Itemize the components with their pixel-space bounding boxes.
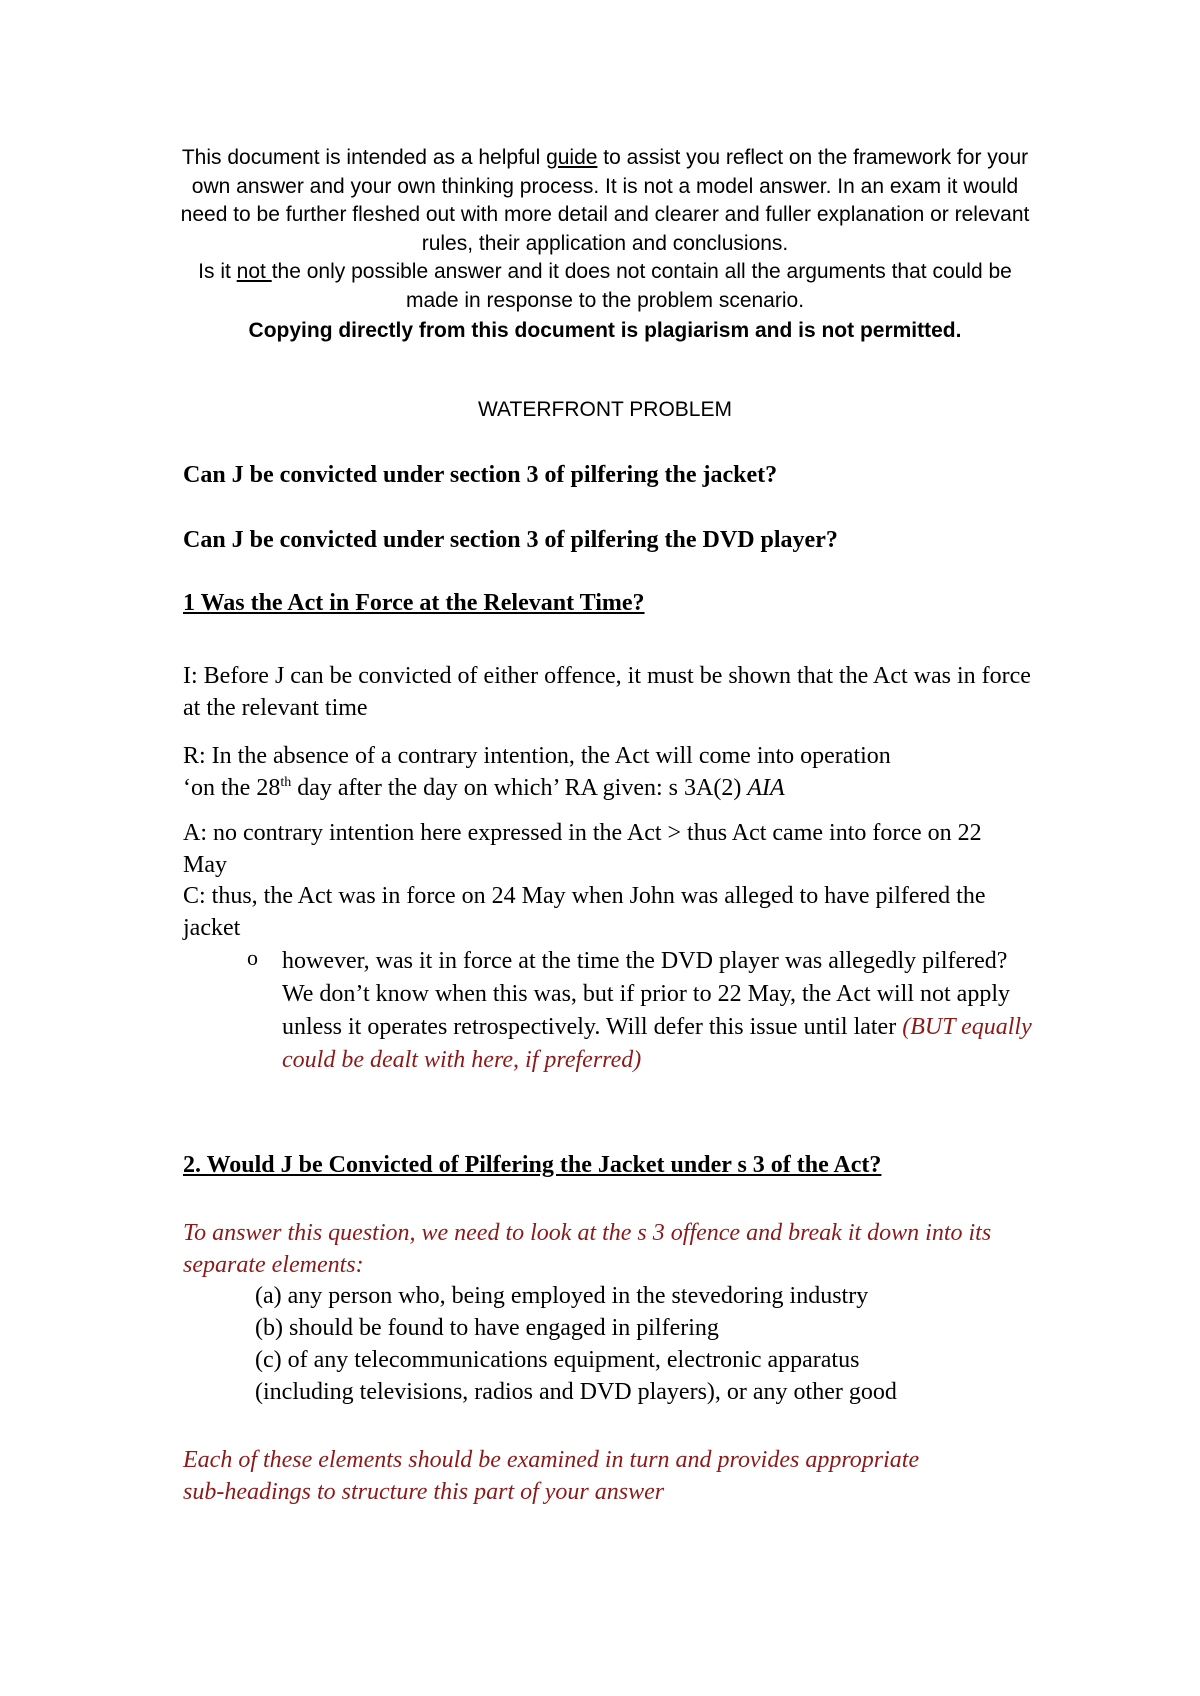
guide-word: guide	[546, 146, 598, 169]
application-paragraph: A: no contrary intention here expressed in the Act > thus Act came into force on 22 May	[183, 820, 982, 878]
element-c-continued: (including televisions, radios and DVD players), or any other good	[255, 1379, 897, 1405]
section-2-intro: To answer this question, we need to look at the s 3 offence and break it down into its separate elements:	[183, 1220, 992, 1278]
element-c: (c) of any telecommunications equipment, electronic apparatus	[255, 1347, 860, 1373]
plagiarism-warning: Copying directly from this document is plagiarism and is not permitted.	[248, 319, 962, 342]
rule-text: day after the day on which’ RA given: s 3A(2)	[291, 775, 748, 801]
element-b: (b) should be found to have engaged in pilfering	[255, 1315, 719, 1341]
section-1-heading: 1 Was the Act in Force at the Relevant Time?	[183, 590, 645, 616]
bullet-note: (BUT equally could be dealt with here, if preferred)	[282, 1014, 1032, 1073]
disclaimer-paragraph-2	[180, 258, 1030, 315]
not-word: not	[236, 260, 272, 283]
question-jacket: Can J be convicted under section 3 of pilfering the jacket?	[183, 462, 778, 488]
rule-line-1: R: In the absence of a contrary intention, the Act will come into operation	[183, 743, 891, 769]
disclaimer-text: the only possible answer and it does not contain all the arguments that could be made in response to the problem scenario.	[271, 260, 1012, 312]
disclaimer-text: This document is intended as a helpful	[181, 146, 547, 169]
question-dvd: Can J be convicted under section 3 of pilfering the DVD player?	[183, 527, 838, 553]
rule-line-2	[183, 772, 1063, 804]
bullet-item	[282, 945, 1042, 1077]
conclusion-paragraph: C: thus, the Act was in force on 24 May when John was alleged to have pilfered the jacket	[183, 883, 986, 941]
element-a: (a) any person who, being employed in the stevedoring industry	[255, 1283, 869, 1309]
disclaimer-text: Is it	[198, 260, 237, 283]
rule-paragraph	[183, 740, 1063, 804]
issue-paragraph: I: Before J can be convicted of either offence, it must be shown that the Act was in force at the relevant time	[183, 663, 1031, 721]
section-2-heading: 2. Would J be Convicted of Pilfering the Jacket under s 3 of the Act?	[183, 1152, 882, 1178]
rule-text: ‘on the 28	[183, 775, 281, 801]
bullet-marker: o	[247, 945, 258, 970]
document-title: WATERFRONT PROBLEM	[478, 398, 732, 421]
section-2-outro: Each of these elements should be examined in turn and provides appropriate sub-headings to structure this part of your answer	[183, 1447, 920, 1505]
offence-elements-list	[255, 1280, 897, 1408]
ordinal-suffix: th	[280, 775, 292, 790]
disclaimer-text: to assist you reflect on the framework for your own answer and your own thinking process. It is not a model answer. In an exam it would need to be further fleshed out with more detail and clearer and fuller explanation or relevant rules, their application and conclusions.	[180, 146, 1030, 255]
disclaimer-paragraph-1	[180, 144, 1030, 258]
disclaimer-block	[180, 144, 1030, 346]
bullet-text: however, was it in force at the time the DVD player was allegedly pilfered? We don’t know when this was, but if prior to 22 May, the Act will not apply unless it operates retrospectively. Will defer this issue until later	[282, 948, 1010, 1040]
aia-citation: AIA	[747, 775, 785, 801]
